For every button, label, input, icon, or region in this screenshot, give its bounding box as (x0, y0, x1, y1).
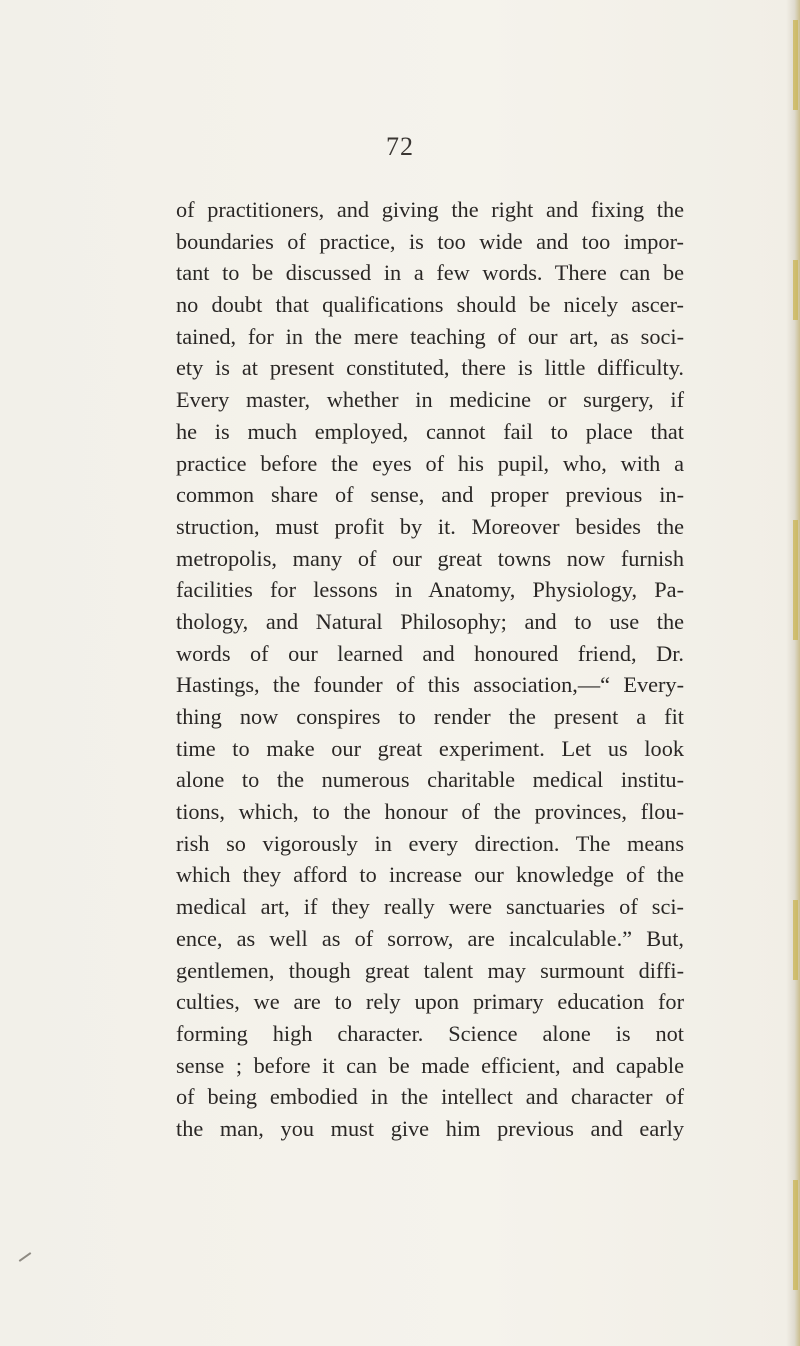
page-blemish (19, 1252, 32, 1262)
text-line: tained, for in the mere teaching of our art, as soci- (176, 323, 684, 349)
text-line: the man, you must give him previous and early (176, 1115, 684, 1141)
text-line: practice before the eyes of his pupil, who, with a (176, 450, 684, 476)
page-edge-shadow (786, 0, 800, 1346)
edge-stain (793, 520, 798, 640)
text-line: Every master, whether in medicine or surgery, if (176, 387, 684, 413)
body-text (176, 194, 684, 1145)
text-line: tant to be discussed in a few words. There can be (176, 260, 684, 286)
text-line: no doubt that qualifications should be nicely ascer- (176, 292, 684, 318)
text-line: ence, as well as of sorrow, are incalculable.” But, (176, 925, 684, 951)
edge-stain (793, 1180, 798, 1290)
text-line: Hastings, the founder of this association,—“ Every- (176, 672, 684, 698)
text-line: alone to the numerous charitable medical institu- (176, 767, 684, 793)
text-line: thology, and Natural Philosophy; and to use the (176, 608, 684, 634)
text-line: boundaries of practice, is too wide and too impor- (176, 228, 684, 254)
text-line: rish so vigorously in every direction. The means (176, 830, 684, 856)
text-line: facilities for lessons in Anatomy, Physiology, Pa- (176, 577, 684, 603)
text-line: common share of sense, and proper previous in- (176, 482, 684, 508)
text-line: which they afford to increase our knowledge of the (176, 862, 684, 888)
text-line: metropolis, many of our great towns now furnish (176, 545, 684, 571)
text-line: sense ; before it can be made efficient, and capable (176, 1052, 684, 1078)
text-line: gentlemen, though great talent may surmount diffi- (176, 957, 684, 983)
text-line: words of our learned and honoured friend, Dr. (176, 640, 684, 666)
page-number: 72 (386, 132, 414, 161)
text-line: struction, must profit by it. Moreover besides the (176, 513, 684, 539)
edge-stain (793, 900, 798, 980)
text-line: ety is at present constituted, there is little difficulty. (176, 355, 684, 381)
text-line: medical art, if they really were sanctuaries of sci- (176, 894, 684, 920)
edge-stain (793, 260, 798, 320)
text-line: thing now conspires to render the present a fit (176, 704, 684, 729)
text-line: of being embodied in the intellect and character of (176, 1084, 684, 1110)
edge-stain (793, 20, 798, 110)
text-line: of practitioners, and giving the right and fixing the (176, 197, 684, 222)
text-line: time to make our great experiment. Let us look (176, 735, 684, 761)
text-line: forming high character. Science alone is not (176, 1020, 684, 1046)
text-line: he is much employed, cannot fail to place that (176, 418, 684, 444)
text-line: culties, we are to rely upon primary education for (176, 989, 684, 1015)
text-line: tions, which, to the honour of the provinces, flou- (176, 799, 684, 825)
